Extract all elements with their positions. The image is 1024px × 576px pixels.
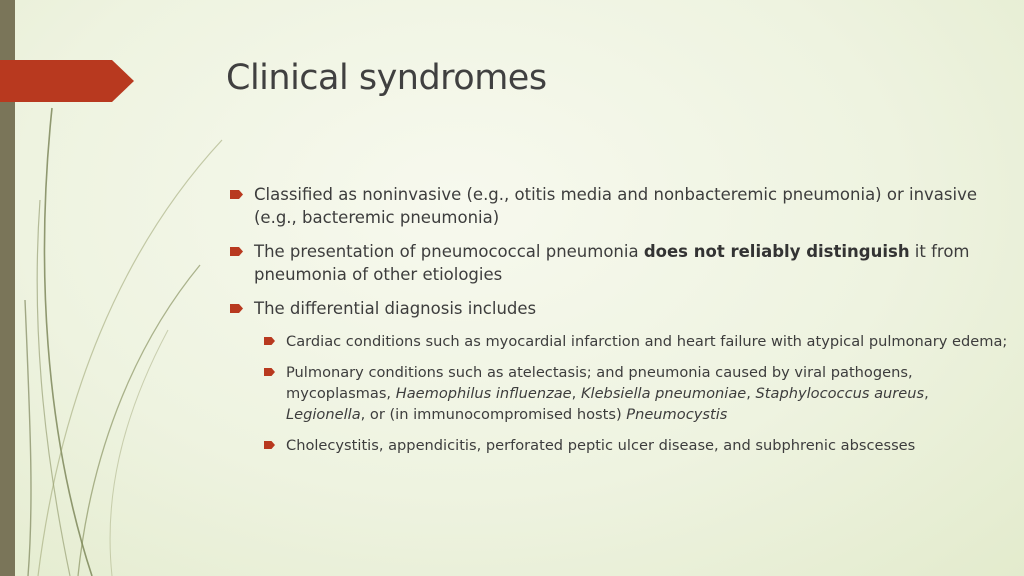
bullet-text: The differential diagnosis includes [254,299,537,318]
bullet-text: Classified as noninvasive (e.g., otitis media and nonbacteremic pneumonia) or invasive (e.g., bacteremic pneumonia) [254,185,978,227]
bullet-list [230,183,1010,466]
arrow-bullet-icon [230,247,243,256]
bullet-text: The presentation of pneumococcal pneumonia [254,242,644,261]
sub-bullet-text: Pulmonary conditions such as atelectasis; and pneumonia caused by viral pathogens, mycoplasmas, [286,364,913,402]
sub-bullet-text: , [924,385,929,402]
sub-bullet-pulmonary [264,362,1010,425]
organism-name: Legionella [286,406,361,423]
sub-bullet-text: , or (in immunocompromised hosts) [360,406,627,423]
bullet-bold-text: does not reliably distinguish [643,242,910,261]
title-tab-shape [0,0,140,104]
bullet-text: it from pneumonia of other etiologies [254,242,970,284]
bullet-differential [230,297,1010,320]
arrow-bullet-icon [230,190,243,199]
organism-name: Klebsiella pneumoniae [580,385,747,402]
sub-bullet-text: , [746,385,756,402]
organism-name: Staphylococcus aureus [755,385,925,402]
organism-name: Haemophilus influenzae [395,385,572,402]
arrow-bullet-icon [264,441,275,449]
sub-bullet-text: , [571,385,581,402]
sub-bullet-text: Cardiac conditions such as myocardial infarction and heart failure with atypical pulmonary edema; [286,333,1008,350]
organism-name: Pneumocystis [626,406,728,423]
sub-bullet-abdominal [264,435,1010,456]
bullet-presentation [230,240,1010,286]
arrow-bullet-icon [230,304,243,313]
bullet-classification [230,183,1010,229]
arrow-bullet-icon [264,368,275,376]
sub-bullet-cardiac [264,331,1010,352]
arrow-bullet-icon [264,337,275,345]
slide-title: Clinical syndromes [226,58,547,98]
sub-bullet-text: Cholecystitis, appendicitis, perforated peptic ulcer disease, and subphrenic abscesses [286,437,916,454]
